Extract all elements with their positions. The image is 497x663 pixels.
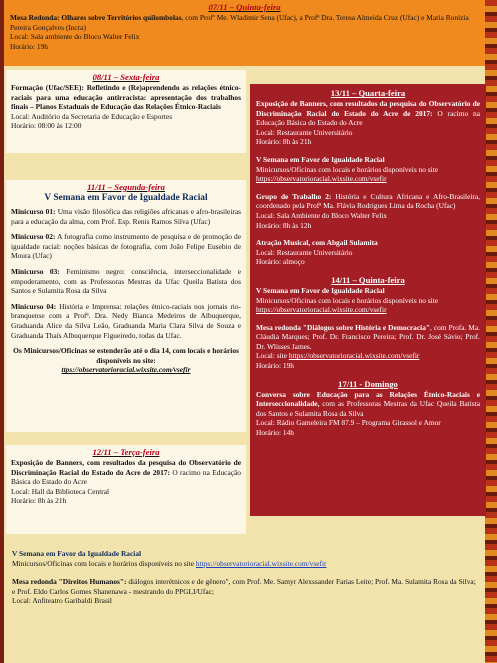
event-local: Local: Anfiteatro Garibaldi Brasil xyxy=(12,596,112,606)
minicurso-label: Minicurso 02: xyxy=(11,232,56,242)
event-horario: Horário: 14h xyxy=(256,428,294,438)
date-heading: 07/11 – Quinta-feira xyxy=(208,2,281,12)
right-column-box xyxy=(250,84,486,516)
date-heading: 11/11 – Segunda-feira xyxy=(87,182,165,192)
minicurso-text: Uma visão filosófica das religiões africanas e afro-brasileiras para a educação da alma, com Prof. Esp. Renis Ramos Silva (Ufac) xyxy=(11,207,241,226)
event-description: Formação (Ufac/SEE): Refletindo e (Re)aprendendo as relações étnico-raciais para uma educação antirracista: apresentação dos trabalhos finais – Planos Estaduais de Educação das Relações Étnico-Raciais xyxy=(11,83,241,112)
event-title: Atração Musical, com Abgail Sulamita xyxy=(256,238,378,248)
minicurso-text: Feminismo negro: consciência, interseccionalidade e empoderamento, com as Professoras Mestras da Ufac Queila Batista dos Santos e Sulamita Rosa da Silva xyxy=(11,266,241,296)
event-description: Minicursos/Oficinas com locais e horários disponíveis no site xyxy=(256,295,439,305)
site-link[interactable]: https://observatorioracial.wixsite.com/vsefir xyxy=(256,305,387,315)
event-title: Mesa redonda "Direitos Humanos": xyxy=(12,577,127,587)
event-horario: Horário: almoço xyxy=(256,257,305,267)
event-horario: Horário: 08:00 às 12:00 xyxy=(11,121,82,131)
event-local: Local: Restaurante Universitário xyxy=(256,127,353,137)
top-event-box xyxy=(4,0,485,66)
date-heading: 14/11 – Quinta-feira xyxy=(331,274,405,285)
minicurso-text: História e Imprensa: relações étnico-raciais nos jornais rio-branquense com a Profª. Dra. Nedy Bianca Medeiros de Albuquerque, Graduanda Alice da Silva Leão, Graduanda Maria Clara Silva de Souza e Graduanda Thaís Albuquerque Figueiredo, todas da Ufac. xyxy=(11,301,241,340)
event-horario: Horário: 19h xyxy=(256,361,294,371)
day-11-box xyxy=(6,180,246,432)
date-heading: 12/11 – Terça-feira xyxy=(92,447,160,457)
event-horario: Horário: 8h às 12h xyxy=(256,220,312,230)
event-title: Mesa redonda "Diálogos sobre História e Democracia" xyxy=(256,322,431,332)
event-local: Local: Auditório da Secretaria de Educação e Esportes xyxy=(11,111,173,121)
event-description: O racimo na Educação Básica do Estado do Acre xyxy=(256,108,480,128)
event-description: Minicursos/Oficinas com locais e horários disponíveis no site xyxy=(256,164,439,174)
minicurso-label: Minicurso 04: xyxy=(11,301,57,311)
day-12-box xyxy=(6,445,246,534)
site-link[interactable]: https://observatorioracial.wixsite.com/vsefir xyxy=(256,174,387,184)
event-local: Local: Restaurante Universitário xyxy=(256,247,353,257)
event-horario: Horário: 19h xyxy=(10,41,48,51)
event-description: Minicursos/Oficinas com locais e horários disponíveis no site xyxy=(12,558,196,568)
left-border-stripe xyxy=(0,0,4,663)
event-description: diálogos interétnicos e de gênero", com Prof. Me. Samyr Alexssander Farias Leite; Prof. Ma. Sulamita Rosa da Silva; e Prof. Eldo Carlos Gomes Shanenawa - mestrando do PPGLI/Ufac; xyxy=(12,577,476,596)
event-title: Conversa sobre Educação para as Relações Étnico-Raciais e Interseccionalidade, xyxy=(256,389,480,409)
event-local: Local: Sala ambiente do Bloco Walter Felix xyxy=(10,32,140,42)
event-local: Local: Hall da Biblioteca Central xyxy=(11,486,110,496)
minicurso-text: A fotografia como instrumento de pesquisa e de promoção de igualdade racial: noções básicas de fotografia, com João Felipe Eusebio de Moura (Ufac) xyxy=(11,232,241,261)
event-title: Mesa Redonda: Olhares sobre Territórios quilombolas xyxy=(10,13,182,22)
site-link[interactable]: https://observatorioracial.wixsite.com/vsefir xyxy=(195,558,327,568)
section-title: V Semana em Favor de Igualdade Racial xyxy=(44,193,208,203)
section-title: V Semana em Favor de Igualdade Racial xyxy=(256,154,385,164)
minicurso-label: Minicurso 01: xyxy=(11,207,56,216)
event-horario: Horário: 8h às 21h xyxy=(256,137,312,147)
minicurso-label: Minicurso 03: xyxy=(11,266,60,276)
event-title: Exposição de Banners, com resultados da pesquisa do Observatório de Discriminação Racial do Estado do Acre de 2017: xyxy=(11,458,241,477)
bottom-events xyxy=(8,547,484,657)
section-title: V Semana em Favor de Igualdade Racial xyxy=(256,285,385,295)
event-local: Local: site xyxy=(256,351,289,361)
event-local: Local: Rádio Gameleira FM 87.9 – Programa Girassol e Amor xyxy=(256,418,441,428)
event-title: Grupo de Trabalho 2: xyxy=(256,191,332,201)
section-title: V Semana em Favor da Igualdade Racial xyxy=(12,549,142,558)
site-link[interactable]: ttps://observatorioracial.wixsite.com/vsefir xyxy=(61,365,191,375)
event-description: O racimo na Educação Básica do Estado do Acre xyxy=(11,467,241,487)
date-heading: 17/11 - Domingo xyxy=(338,378,398,389)
date-heading: 08/11 – Sexta-feira xyxy=(92,72,160,82)
event-description: , com Profº Me. Wladimir Sena (Ufac), a Profª Dra. Teresa Almeida Cruz (Ufac) e Maria Ronízia Pereira Gonçalves (Incra) xyxy=(10,13,469,32)
event-description: com as Professoras Mestras da Ufac Queila Batista dos Santos e Sulamita Rosa da Silva xyxy=(256,399,480,418)
event-local: Local: Sala Ambiente do Bloco Walter Felix xyxy=(256,210,388,220)
right-border-stripe xyxy=(485,0,497,663)
event-title: Exposição de Banners, com resultados da pesquisa do Observatório de Discriminação Racial do Estado do Acre de 2017: xyxy=(256,99,480,118)
event-horario: Horário: 8h às 21h xyxy=(11,496,67,506)
site-link[interactable]: https://observatorioracial.wixsite.com/vsefir xyxy=(288,351,420,361)
minicursos-note: Os Minicursos/Oficinas se estenderão até o dia 14, com locais e horários disponíveis no site: xyxy=(13,346,239,365)
event-description: História e Cultura Africana e Afro-Brasileira, coordenado pela Profª Ma. Flávia Rodrigues Lima da Rocha (Ufac) xyxy=(256,191,481,211)
event-description: , com Profa. Ma. Cláudia Marques; Prof. Dr. Francisco Pereira; Prof. Dr. José Sávio; Prof. Dr. Wlisses James. xyxy=(256,322,480,351)
date-heading: 13/11 – Quarta-feira xyxy=(330,88,406,98)
day-08-box xyxy=(6,70,246,153)
